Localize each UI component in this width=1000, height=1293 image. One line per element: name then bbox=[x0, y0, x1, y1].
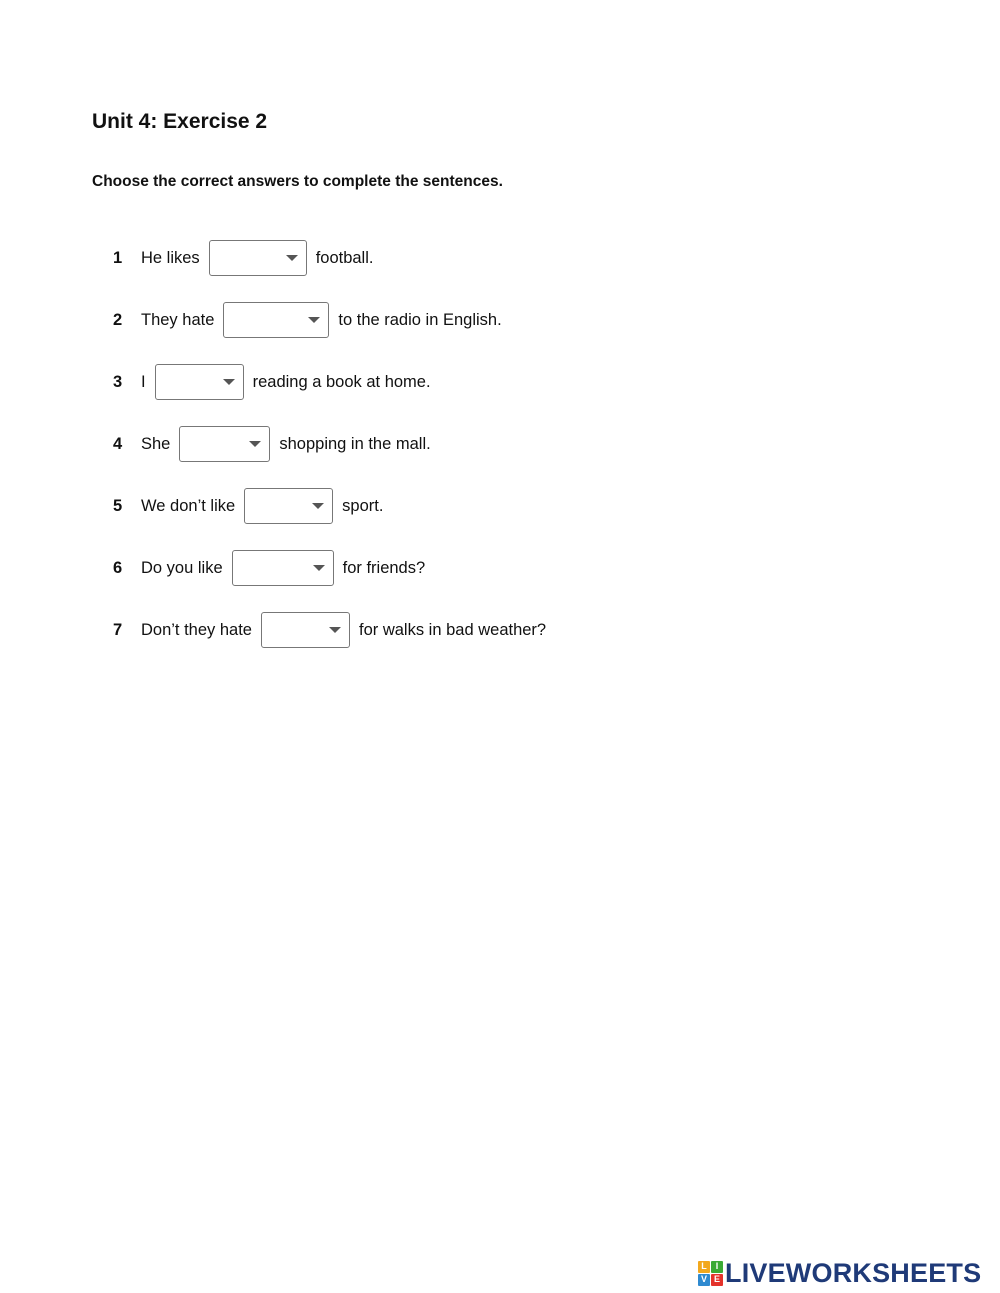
caret-down-icon bbox=[312, 503, 324, 509]
logo-letter-l: L bbox=[698, 1261, 710, 1273]
answer-dropdown-6[interactable] bbox=[232, 550, 334, 586]
question-number: 1 bbox=[113, 248, 123, 267]
answer-dropdown-4[interactable] bbox=[179, 426, 270, 462]
sentence-start: I bbox=[141, 372, 146, 391]
sentence-end: football. bbox=[315, 248, 374, 267]
caret-down-icon bbox=[313, 565, 325, 571]
logo-mark-icon bbox=[698, 1261, 723, 1286]
logo-letter-i: I bbox=[711, 1261, 723, 1273]
sentence-start: She bbox=[141, 434, 171, 453]
question-number: 3 bbox=[113, 372, 123, 391]
caret-down-icon bbox=[329, 627, 341, 633]
question-number: 4 bbox=[113, 434, 123, 453]
sentence-end: sport. bbox=[342, 496, 384, 515]
caret-down-icon bbox=[308, 317, 320, 323]
question-number: 2 bbox=[113, 310, 123, 329]
sentence-start: We don’t like bbox=[141, 496, 236, 515]
answer-dropdown-7[interactable] bbox=[261, 612, 350, 648]
question-number: 5 bbox=[113, 496, 123, 515]
answer-dropdown-3[interactable] bbox=[155, 364, 244, 400]
logo-letter-v: V bbox=[698, 1274, 710, 1286]
caret-down-icon bbox=[223, 379, 235, 385]
question-number: 7 bbox=[113, 620, 123, 639]
sentence-start: Don’t they hate bbox=[141, 620, 252, 639]
sentence-start: Do you like bbox=[141, 558, 223, 577]
sentence-start: They hate bbox=[141, 310, 215, 329]
instruction-text: Choose the correct answers to complete the sentences. bbox=[92, 173, 503, 190]
sentence-end: to the radio in English. bbox=[338, 310, 502, 329]
logo-letter-e: E bbox=[711, 1274, 723, 1286]
question-number: 6 bbox=[113, 558, 123, 577]
caret-down-icon bbox=[286, 255, 298, 261]
logo-text: LIVEWORKSHEETS bbox=[725, 1258, 982, 1288]
answer-dropdown-2[interactable] bbox=[223, 302, 329, 338]
sentence-start: He likes bbox=[141, 248, 200, 267]
caret-down-icon bbox=[249, 441, 261, 447]
sentence-end: for friends? bbox=[342, 558, 426, 577]
sentence-end: for walks in bad weather? bbox=[359, 620, 547, 639]
sentence-end: shopping in the mall. bbox=[279, 434, 431, 453]
answer-dropdown-5[interactable] bbox=[244, 488, 333, 524]
sentence-end: reading a book at home. bbox=[252, 372, 431, 391]
page-title: Unit 4: Exercise 2 bbox=[92, 110, 268, 133]
answer-dropdown-1[interactable] bbox=[209, 240, 307, 276]
liveworksheets-logo[interactable] bbox=[698, 1259, 981, 1287]
